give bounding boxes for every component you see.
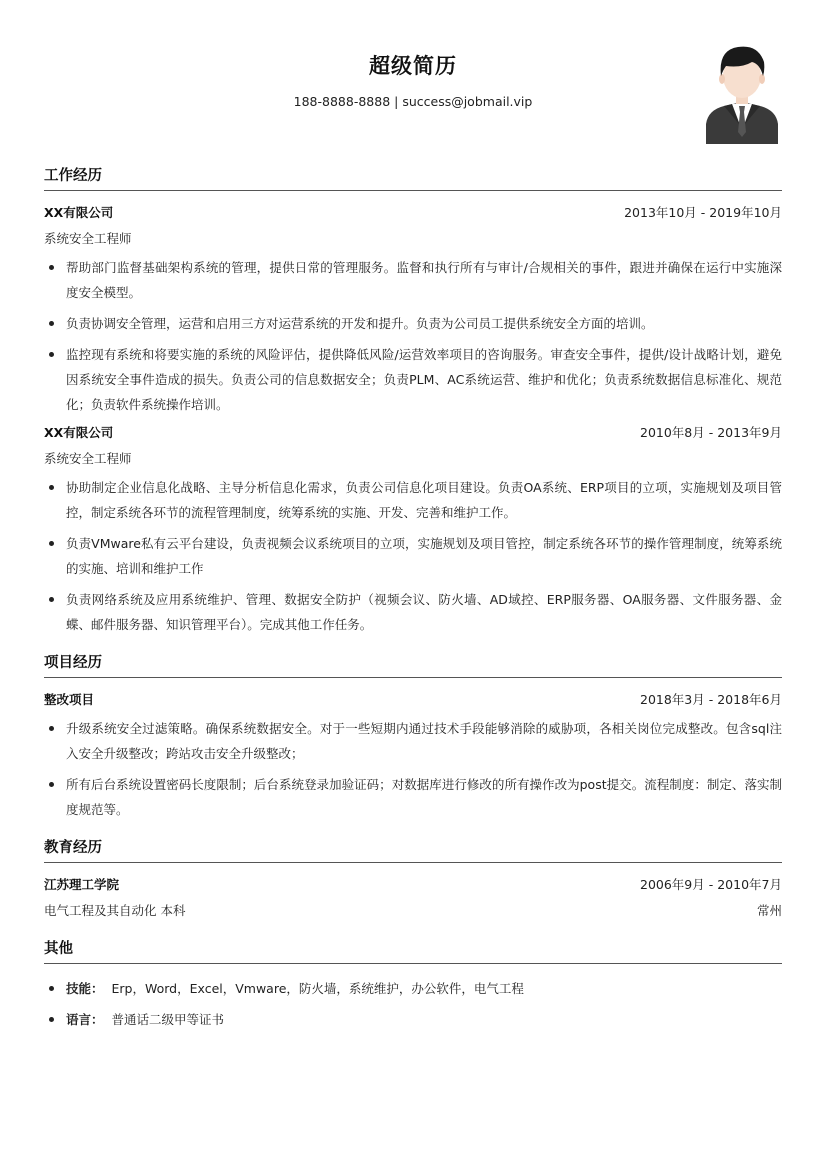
- candidate-name: 超级简历: [369, 54, 457, 78]
- education-detail: [44, 901, 782, 919]
- contact-info: 188-8888-8888 | success@jobmail.vip: [293, 94, 533, 109]
- section-title-other: 其他: [44, 933, 782, 964]
- date-range: 2010年8月 - 2013年9月: [640, 425, 782, 440]
- section-title-work: 工作经历: [44, 160, 782, 191]
- work-experience-section: [44, 160, 782, 637]
- education-entry: [44, 875, 782, 919]
- company-name: XX有限公司: [44, 425, 114, 440]
- major-degree: 电气工程及其自动化 本科: [44, 903, 186, 918]
- project-detail-list: [44, 716, 782, 822]
- list-item: 升级系统安全过滤策略。确保系统数据安全。对于一些短期内通过技术手段能够消除的威胁项，各相关岗位完成整改。包含sql注入安全升级整改；跨站攻击安全升级整改；: [44, 716, 782, 766]
- duty-list: [44, 475, 782, 637]
- list-item: 负责VMware私有云平台建设，负责视频会议系统项目的立项，实施规划及项目管控，制定系统各环节的操作管理制度，统筹系统的实施、培训和维护工作: [44, 531, 782, 581]
- date-range: 2018年3月 - 2018年6月: [640, 692, 782, 707]
- list-item: 帮助部门监督基础架构系统的管理，提供日常的管理服务。监督和执行所有与审计/合规相关的事件，跟进并确保在运行中实施深度安全模型。: [44, 255, 782, 305]
- list-item: [44, 1007, 782, 1032]
- education-section: [44, 832, 782, 919]
- skills-value: Erp，Word，Excel，Vmware，防火墙，系统维护，办公软件，电气工程: [111, 981, 524, 996]
- entry-header: [44, 423, 782, 441]
- entry-header: [44, 690, 782, 708]
- other-section: [44, 933, 782, 1032]
- date-range: 2013年10月 - 2019年10月: [624, 205, 782, 220]
- list-item: 协助制定企业信息化战略、主导分析信息化需求，负责公司信息化项目建设。负责OA系统、ERP项目的立项，实施规划及项目管控，制定系统各环节的流程管理制度，统筹系统的实施、开发、完善和维护工作。: [44, 475, 782, 525]
- project-experience-section: [44, 647, 782, 822]
- project-entry: [44, 690, 782, 822]
- company-name: XX有限公司: [44, 205, 114, 220]
- section-title-education: 教育经历: [44, 832, 782, 863]
- section-title-project: 项目经历: [44, 647, 782, 678]
- duty-list: [44, 255, 782, 417]
- other-list: [44, 976, 782, 1032]
- person-avatar-icon: [702, 40, 782, 144]
- language-label: 语言：: [66, 1012, 104, 1027]
- list-item: 监控现有系统和将要实施的系统的风险评估，提供降低风险/运营效率项目的咨询服务。审查安全事件，提供/设计战略计划，避免因系统安全事件造成的损失。负责公司的信息数据安全；负责PLM、AC系统运营、维护和优化；负责系统数据信息标准化、规范化；负责软件系统操作培训。: [44, 342, 782, 417]
- skills-label: 技能：: [66, 981, 104, 996]
- list-item: 负责网络系统及应用系统维护、管理、数据安全防护（视频会议、防火墙、AD域控、ERP服务器、OA服务器、文件服务器、金蝶、邮件服务器、知识管理平台）。完成其他工作任务。: [44, 587, 782, 637]
- job-title: 系统安全工程师: [44, 231, 132, 246]
- work-entry: [44, 203, 782, 417]
- entry-header: [44, 203, 782, 221]
- location: 常州: [756, 903, 782, 918]
- job-title: 系统安全工程师: [44, 451, 132, 466]
- work-entry: [44, 423, 782, 637]
- date-range: 2006年9月 - 2010年7月: [640, 877, 782, 892]
- resume-content: [44, 160, 782, 1042]
- entry-header: [44, 875, 782, 893]
- school-name: 江苏理工学院: [44, 877, 120, 892]
- list-item: 负责协调安全管理，运营和启用三方对运营系统的开发和提升。负责为公司员工提供系统安全方面的培训。: [44, 311, 782, 336]
- list-item: 所有后台系统设置密码长度限制；后台系统登录加验证码；对数据库进行修改的所有操作改为post提交。流程制度：制定、落实制度规范等。: [44, 772, 782, 822]
- list-item: [44, 976, 782, 1001]
- project-name: 整改项目: [44, 692, 95, 707]
- language-value: 普通话二级甲等证书: [111, 1012, 225, 1027]
